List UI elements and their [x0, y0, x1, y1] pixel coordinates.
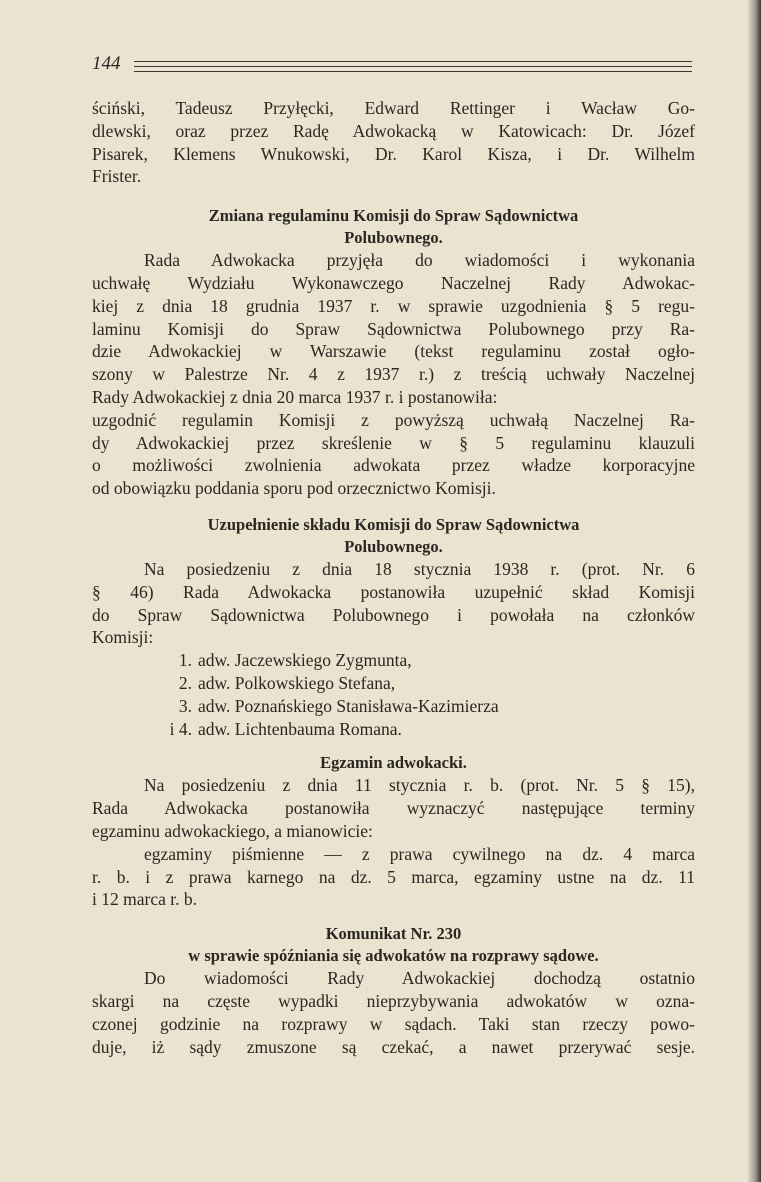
section-heading-komunikat	[92, 923, 695, 967]
paragraph-komunikat	[92, 967, 695, 1058]
text-line: Frister.	[92, 166, 142, 187]
text-line: Rada Adwokacka przyjęła do wiadomości i wykonania	[144, 250, 695, 271]
text-line: Do wiadomości Rady Adwokackiej dochodzą ostatnio	[144, 968, 695, 989]
text-line: egzaminu adwokackiego, a mianowicie:	[92, 820, 373, 841]
header-rule	[134, 61, 692, 62]
header-rule	[134, 71, 692, 72]
text-line: r. b. i z prawa karnego na dz. 5 marca, egzaminy ustne na dz. 11	[92, 866, 695, 887]
text-line: duje, iż sądy zmuszone są czekać, a nawet przerywać sesje.	[92, 1036, 695, 1057]
list-item: 3. adw. Poznańskiego Stanisława-Kazimierza	[178, 695, 499, 716]
section-heading-egzamin	[92, 752, 695, 774]
heading-line: Polubownego.	[344, 536, 443, 556]
paragraph-regulamin	[92, 249, 695, 500]
text-line: kiej z dnia 18 grudnia 1937 r. w sprawie uzgodnienia § 5 regu-	[92, 295, 695, 316]
section-heading-regulamin	[92, 205, 695, 249]
text-line: i 12 marca r. b.	[92, 889, 197, 910]
text-line: dy Adwokackiej przez skreślenie w § 5 regulaminu klauzuli	[92, 432, 695, 453]
text-line: Rada Adwokacka postanowiła wyznaczyć następujące terminy	[92, 798, 695, 819]
text-line: uchwałę Wydziału Wykonawczego Naczelnej Rady Adwokac-	[92, 272, 695, 293]
intro-paragraph	[92, 97, 695, 188]
header-rule	[134, 66, 692, 67]
paragraph-uzupelnienie	[92, 558, 695, 649]
list-item: 1. adw. Jaczewskiego Zygmunta,	[178, 650, 412, 671]
page-content	[92, 97, 695, 1058]
text-line: do Spraw Sądownictwa Polubownego i powołała na członków	[92, 604, 695, 625]
heading-line: w sprawie spóźniania się adwokatów na rozprawy sądowe.	[188, 946, 599, 966]
text-line: o możliwości zwolnienia adwokata przez władze korporacyjne	[92, 455, 695, 476]
text-line: Pisarek, Klemens Wnukowski, Dr. Karol Kisza, i Dr. Wilhelm	[92, 143, 695, 164]
member-list	[92, 649, 695, 740]
text-line: § 46) Rada Adwokacka postanowiła uzupełnić skład Komisji	[92, 581, 695, 602]
text-line: egzaminy piśmienne — z prawa cywilnego na dz. 4 marca	[144, 843, 695, 864]
text-line: laminu Komisji do Spraw Sądownictwa Polubownego przy Ra-	[92, 318, 695, 339]
text-line: skargi na częste wypadki nieprzybywania adwokatów w ozna-	[92, 990, 695, 1011]
page-number: 144	[92, 53, 121, 74]
paragraph-egzamin	[92, 774, 695, 911]
text-line: dzie Adwokackiej w Warszawie (tekst regulaminu został ogło-	[92, 341, 695, 362]
text-line: Na posiedzeniu z dnia 11 stycznia r. b. (prot. Nr. 5 § 15),	[144, 775, 695, 796]
page-header	[92, 54, 692, 78]
heading-line: Zmiana regulaminu Komisji do Spraw Sądownictwa	[208, 206, 579, 226]
text-line: Komisji:	[92, 627, 154, 648]
text-line: od obowiązku poddania sporu pod orzecznictwo Komisji.	[92, 478, 496, 499]
page-edge-shadow	[747, 0, 761, 1182]
list-item: 2. adw. Polkowskiego Stefana,	[178, 672, 396, 693]
list-item: i 4. adw. Lichtenbauma Romana.	[169, 718, 402, 739]
text-line: dlewski, oraz przez Radę Adwokacką w Katowicach: Dr. Józef	[92, 120, 695, 141]
section-heading-uzupelnienie	[92, 514, 695, 558]
text-line: czonej godzinie na rozprawy w sądach. Taki stan rzeczy powo-	[92, 1013, 695, 1034]
text-line: szony w Palestrze Nr. 4 z 1937 r.) z treścią uchwały Naczelnej	[92, 364, 695, 385]
text-line: Rady Adwokackiej z dnia 20 marca 1937 r. i postanowiła:	[92, 386, 498, 407]
text-line: Na posiedzeniu z dnia 18 stycznia 1938 r. (prot. Nr. 6	[144, 558, 695, 579]
heading-line: Polubownego.	[344, 228, 443, 248]
text-line: ściński, Tadeusz Przyłęcki, Edward Rettinger i Wacław Go-	[92, 98, 695, 118]
heading-line: Komunikat Nr. 230	[325, 924, 462, 944]
heading-line: Uzupełnienie składu Komisji do Spraw Sądownictwa	[207, 514, 580, 534]
heading-line: Egzamin adwokacki.	[320, 753, 467, 773]
text-line: uzgodnić regulamin Komisji z powyższą uchwałą Naczelnej Ra-	[92, 409, 695, 430]
